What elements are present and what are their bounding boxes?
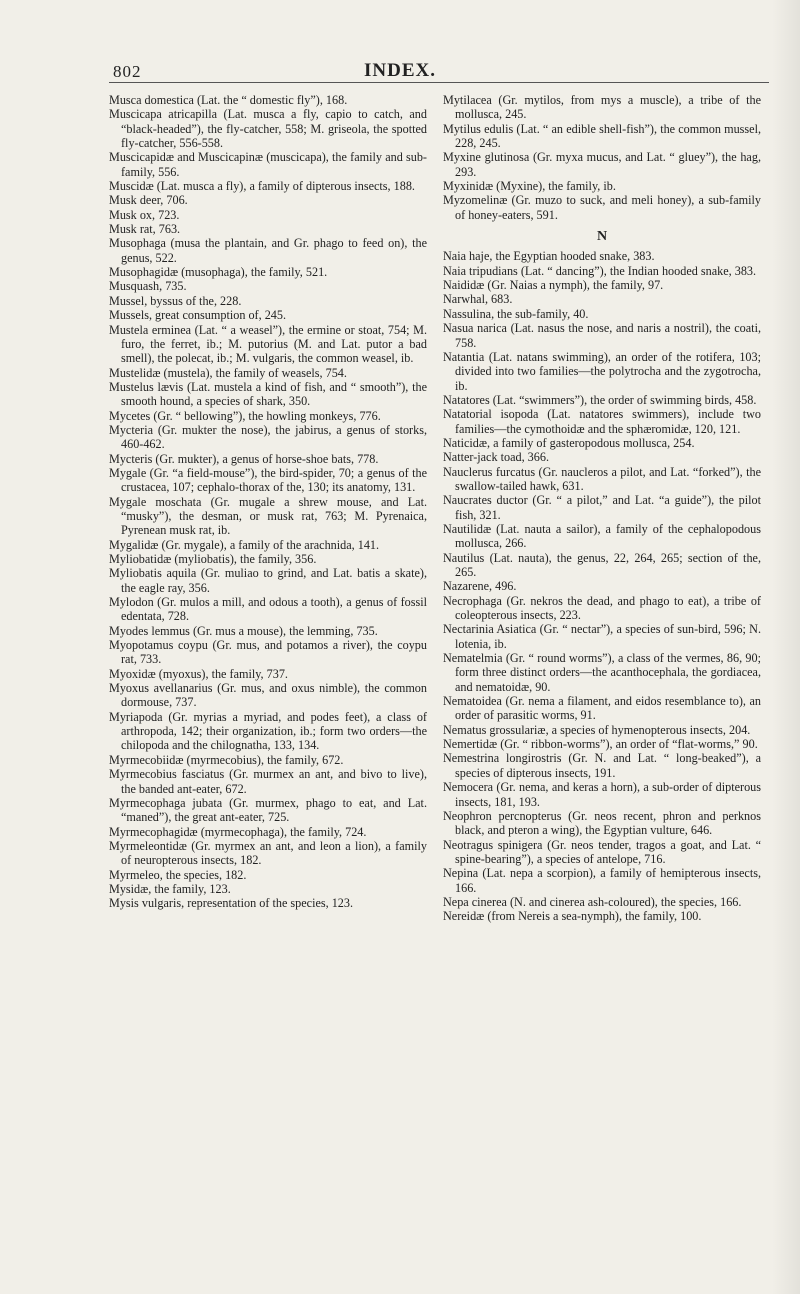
- index-entry: Muscicapidæ and Muscicapinæ (muscicapa), the family and sub-family, 556.: [109, 150, 427, 179]
- index-entry: Naia tripudians (Lat. “ dancing”), the Indian hooded snake, 383.: [443, 263, 757, 278]
- index-entry: Myoxidæ (myoxus), the family, 737.: [109, 666, 288, 681]
- index-entry: Mysis vulgaris, representation of the species, 123.: [109, 896, 354, 911]
- index-entry: Nepina (Lat. nepa a scorpion), a family of hemipterous insects, 166.: [443, 866, 761, 895]
- index-entry: Neotragus spinigera (Gr. neos tender, tragos a goat, and Lat. “ spine-bearing”), a species of antelope, 716.: [443, 837, 761, 866]
- index-entry: Nereidæ (from Nereis a sea-nymph), the family, 100.: [443, 909, 702, 924]
- index-entry: Nectarinia Asiatica (Gr. “ nectar”), a species of sun-bird, 596; N. lotenia, ib.: [443, 622, 761, 651]
- index-entry: Naucrates ductor (Gr. “ a pilot,” and Lat. “a guide”), the pilot fish, 321.: [443, 493, 761, 522]
- index-entry: Mytilus edulis (Lat. “ an edible shell-fish”), the common mussel, 228, 245.: [443, 121, 761, 151]
- index-entry: Myzomelinæ (Gr. muzo to suck, and meli honey), a sub-family of honey-eaters, 591.: [443, 193, 761, 222]
- index-entry: Nauclerus furcatus (Gr. naucleros a pilot, and Lat. “forked”), the swallow-tailed hawk, 631.: [443, 464, 761, 493]
- index-entry: Mustelidæ (mustela), the family of weasels, 754.: [109, 365, 347, 380]
- index-entry: Myriapoda (Gr. myrias a myriad, and podes feet), a class of arthropoda, 142; their organization, ib.; form two orders—the chilopoda and the chilognatha, 133, 134.: [109, 709, 427, 753]
- index-entry: Neophron percnopterus (Gr. neos recent, phron and perknos black, and pteron a wing), the Egyptian vulture, 646.: [443, 808, 761, 838]
- index-entry: Naticidæ, a family of gasteropodous mollusca, 254.: [443, 435, 695, 450]
- index-entry: Natatorial isopoda (Lat. natatores swimmers), include two families—the cymothoidæ and the sphæromidæ, 120, 121.: [443, 407, 761, 436]
- index-entry: Muscidæ (Lat. musca a fly), a family of dipterous insects, 188.: [109, 179, 415, 194]
- index-entry: Musophagidæ (musophaga), the family, 521.: [109, 265, 328, 280]
- index-entry: Nautilidæ (Lat. nauta a sailor), a family of the cephalopodous mollusca, 266.: [443, 521, 761, 551]
- index-entry: Myoxus avellanarius (Gr. mus, and oxus nimble), the common dormouse, 737.: [109, 681, 427, 710]
- right-column-n-entries: [443, 249, 761, 923]
- right-column: [443, 93, 761, 924]
- index-entry: Nemertidæ (Gr. “ ribbon-worms”), an order of “flat-worms,” 90.: [443, 737, 758, 752]
- index-entry: Nassulina, the sub-family, 40.: [443, 306, 589, 321]
- index-entry: Myrmecobiidæ (myrmecobius), the family, 672.: [109, 752, 344, 767]
- index-entry: Myliobatis aquila (Gr. muliao to grind, and Lat. batis a skate), the eagle ray, 356.: [109, 566, 427, 595]
- index-entry: Mycteris (Gr. mukter), a genus of horse-shoe bats, 778.: [109, 451, 379, 466]
- right-column-m-entries: [443, 93, 761, 222]
- index-entry: Mygale moschata (Gr. mugale a shrew mouse, and Lat. “musky”), the desman, or musk rat, 763; M. Pyrenaica, Pyrenean musk rat, ib.: [109, 494, 427, 538]
- index-entry: Musca domestica (Lat. the “ domestic fly”), 168.: [109, 93, 348, 107]
- index-entry: Natantia (Lat. natans swimming), an order of the rotifera, 103; divided into two families—the polytrocha and the zygotrocha, ib.: [443, 349, 761, 393]
- index-entry: Mustela erminea (Lat. “ a weasel”), the ermine or stoat, 754; M. furo, the ferret, ib.; M. putorius (M. and Lat. putor a bad smell), the polecat, ib.; M. vulgaris, the common weasel, ib.: [109, 322, 427, 366]
- index-entry: Nemocera (Gr. nema, and keras a horn), a sub-order of dipterous insects, 181, 193.: [443, 780, 761, 809]
- index-entry: Musophaga (musa the plantain, and Gr. phago to feed on), the genus, 522.: [109, 236, 427, 265]
- index-entry: Naididæ (Gr. Naias a nymph), the family, 97.: [443, 278, 664, 293]
- index-entry: Musk deer, 706.: [109, 193, 188, 208]
- index-entry: Myrmecobius fasciatus (Gr. murmex an ant, and bivo to live), the banded ant-eater, 672.: [109, 767, 427, 796]
- index-entry: Mycetes (Gr. “ bellowing”), the howling monkeys, 776.: [109, 408, 381, 423]
- index-entry: Myxine glutinosa (Gr. myxa mucus, and Lat. “ gluey”), the hag, 293.: [443, 150, 761, 179]
- index-entry: Myopotamus coypu (Gr. mus, and potamos a river), the coypu rat, 733.: [109, 638, 427, 667]
- index-entry: Nematoidea (Gr. nema a filament, and eidos resemblance to), an order of parasitic worms, 91.: [443, 694, 761, 723]
- index-entry: Mustelus lævis (Lat. mustela a kind of fish, and “ smooth”), the smooth hound, a species of shark, 350.: [109, 379, 427, 409]
- index-entry: Nepa cinerea (N. and cinerea ash-coloured), the species, 166.: [443, 894, 742, 909]
- index-entry: Myodes lemmus (Gr. mus a mouse), the lemming, 735.: [109, 623, 378, 638]
- page-edge-shadow: [772, 0, 800, 1294]
- index-entry: Natatores (Lat. “swimmers”), the order of swimming birds, 458.: [443, 392, 757, 407]
- index-entry: Myrmecophaga jubata (Gr. murmex, phago to eat, and Lat. “maned”), the great ant-eater, 725.: [109, 795, 427, 825]
- index-entry: Myrmeleontidæ (Gr. myrmex an ant, and leon a lion), a family of neuropterous insects, 182.: [109, 838, 427, 868]
- index-entry: Nematus grossulariæ, a species of hymenopterous insects, 204.: [443, 722, 751, 737]
- index-entry: Nemestrina longirostris (Gr. N. and Lat. “ long-beaked”), a species of dipterous insects, 191.: [443, 751, 761, 780]
- index-entry: Mycteria (Gr. mukter the nose), the jabirus, a genus of storks, 460-462.: [109, 422, 427, 452]
- running-head: INDEX.: [364, 60, 436, 81]
- index-entry: Nazarene, 496.: [443, 579, 517, 594]
- index-entry: Mytilacea (Gr. mytilos, from mys a muscle), a tribe of the mollusca, 245.: [443, 93, 761, 122]
- section-letter: N: [596, 229, 608, 245]
- page-number: 802: [113, 62, 142, 81]
- index-entry: Nematelmia (Gr. “ round worms”), a class of the vermes, 86, 90; form three distinct orders—the acanthocephala, the gordiacea, and nematoidæ, 90.: [443, 651, 761, 694]
- index-entry: Musk rat, 763.: [109, 222, 181, 237]
- index-entry: Nasua narica (Lat. nasus the nose, and naris a nostril), the coati, 758.: [443, 321, 761, 350]
- index-entry: Myrmecophagidæ (myrmecophaga), the family, 724.: [109, 824, 367, 839]
- index-entry: Natter-jack toad, 366.: [443, 450, 550, 465]
- index-entry: Mussels, great consumption of, 245.: [109, 308, 287, 323]
- index-entry: Mysidæ, the family, 123.: [109, 881, 231, 896]
- index-entry: Mylodon (Gr. mulos a mill, and odous a tooth), a genus of fossil edentata, 728.: [109, 595, 427, 624]
- index-entry: Mussel, byssus of the, 228.: [109, 293, 242, 308]
- header-rule: [109, 82, 769, 83]
- index-entry: Myrmeleo, the species, 182.: [109, 867, 247, 882]
- index-entry: Necrophaga (Gr. nekros the dead, and phago to eat), a tribe of coleopterous insects, 223.: [443, 593, 761, 623]
- index-entry: Naia haje, the Egyptian hooded snake, 383.: [443, 249, 655, 264]
- index-entry: Mygalidæ (Gr. mygale), a family of the arachnida, 141.: [109, 537, 380, 552]
- index-entry: Musk ox, 723.: [109, 207, 180, 222]
- index-entry: Myliobatidæ (myliobatis), the family, 356.: [109, 552, 317, 566]
- index-entry: Muscicapa atricapilla (Lat. musca a fly, capio to catch, and “black-headed”), the fly-catcher, 558; M. griseola, the spotted fly-catcher, 556-558.: [109, 107, 427, 151]
- index-entry: Nautilus (Lat. nauta), the genus, 22, 264, 265; section of the, 265.: [443, 550, 761, 579]
- page-header: [0, 0, 800, 88]
- index-entry: Mygale (Gr. “a field-mouse”), the bird-spider, 70; a genus of the crustacea, 107; cephalo-thorax of the, 130; its anatomy, 131.: [109, 465, 427, 495]
- index-entry: Narwhal, 683.: [443, 292, 513, 307]
- left-column: [109, 93, 427, 911]
- index-entry: Myxinidæ (Myxine), the family, ib.: [443, 179, 616, 194]
- index-entry: Musquash, 735.: [109, 279, 187, 294]
